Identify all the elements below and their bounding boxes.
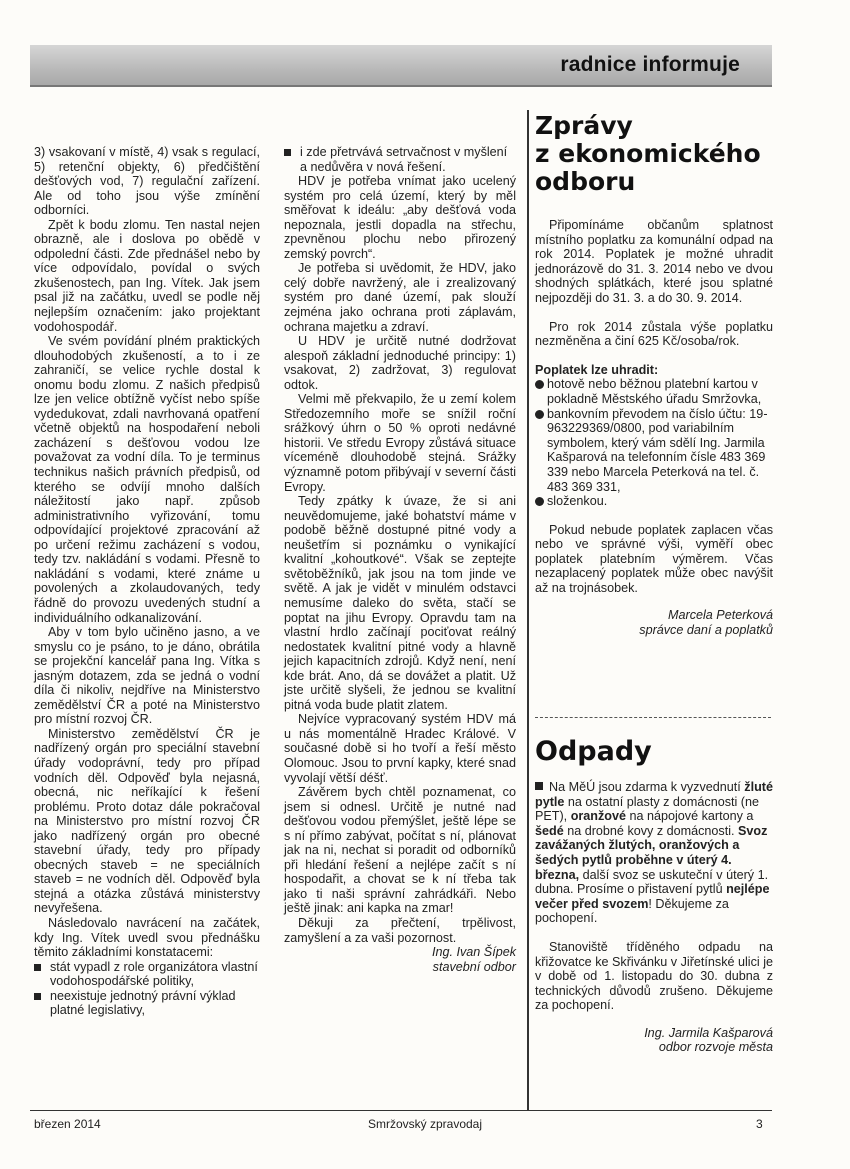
paragraph: Aby v tom bylo učiněno jasno, a ve smyslu co je psáno, to je dáno, obrátila se projekční kancelář pana Ing. Vítka s jasným dotazem, zda se jedná o vodní díla či nikoliv, nejdříve na Ministerstvo zemědělství ČR a poté na Ministerstvo pro místní rozvoj ČR. (34, 625, 260, 727)
author-role: správce daní a poplatků (639, 622, 773, 637)
paragraph: U HDV je určitě nutné dodržovat alespoň základní jednoduché principy: 1) vsakovat, 2) zadržovat, 3) regulovat odtok. (284, 334, 516, 392)
paragraph: Nejvíce vypracovaný systém HDV má u nás momentálně Hradec Králové. V současné době si ho tvoří a řeší město Olomouc. Jsou to první kapky, které snad vyvolají větší déšť. (284, 712, 516, 785)
section-title-zpravy: Zprávy z ekonomického odboru (535, 111, 761, 196)
bullet-list (284, 145, 516, 174)
paragraph: Je potřeba si uvědomit, že HDV, jako celý dobře navržený, ale i zrealizovaný systém pro dané území, pak slouží zejména jako ochrana proti záplavám, ochrana majetku a zdraví. (284, 261, 516, 334)
author-name: Ing. Jarmila Kašparová (644, 1025, 773, 1040)
paragraph: Tedy zpátky k úvaze, že si ani neuvědomujeme, jaké bohatství máme v podobě běžně dostupné pitné vody a neušetřím si poznámku o vynikající kvalitní „kohoutkové“. Však se zeptejte světoběžníků, jak jsou na tom jinde ve světě. A jak je vidět v minulém odstavci nemusíme daleko do světa, stačí se poptat na jihu Evropy. Opravdu tam na vlastní hrdlo začínají pociťovat reálný nedostatek kvalitní pitné vody a hlavně jejich kapacitních zdrojů. Když není, není kde brát. Ano, dá se dovážet a platit. Už jste určitě slyšeli, že jednou se kvalitní pitná voda bude platit zlatem. (284, 494, 516, 712)
footer-rule (30, 1110, 772, 1111)
square-bullet-icon (284, 149, 291, 156)
list-item: stát vypadl z role organizátora vlastní vodohospodářské politiky, (34, 960, 260, 989)
payment-list (535, 377, 773, 508)
paragraph: Zpět k bodu zlomu. Ten nastal nejen obrazně, ale i doslova po obědě v odpolední části. Zde přednášel nebo by více odpovídalo, povídal o svých zkušenostech, pan Ing. Vítek. Jak jsem psal již na začátku, uvedl se podle něj nejlepším označením: jako projektant vodohospodář. (34, 217, 260, 334)
paragraph: Závěrem bych chtěl poznamenat, co jsem si odnesl. Určitě je nutné nad dešťovou vodou přemýšlet, ještě lépe se s ní přímo zabývat, počítat s ní, plánovat jak na ni, nechat si poradit od odborníků při hledání řešení a nejlépe začít s ní hospodařit, a chovat se k ní třeba tak jako ti naši správní zahrádkáři. Nebo ještě jinak: ani kapka na zmar! (284, 785, 516, 916)
article-column-2 (284, 145, 516, 974)
square-bullet-icon (535, 782, 543, 790)
paragraph: Připomínáme občanům splatnost místního poplatku za komunální odpad na rok 2014. Poplatek je možné uhradit jednorázově do 31. 3. 2014 nebo ve dvou shodných splátkách, které jsou splatné nejpozději do 31. 3. a do 30. 9. 2014. (535, 218, 773, 305)
payment-heading: Poplatek lze uhradit: (535, 362, 659, 377)
list-item: neexistuje jednotný právní výklad platné legislativy, (34, 989, 260, 1018)
dot-bullet-icon (535, 380, 544, 389)
paragraph: Ministerstvo zemědělství ČR je nadřízený orgán pro speciální stavební úřady vodoprávní, tedy pro případ vodních děl. Odpověď byla nejasná, obecná, nic neříkající k řešení problému. Proto dotaz dále pokračoval na Ministerstvo pro místní rozvoj ČR jako nadřízený orgán pro obecné stavební úřady, tedy pro případy obecných staveb = ne speciálních staveb = ne vodních děl. Odpověď byla stejná a otázka zůstává ministerstvy nevyřešena. (34, 726, 260, 916)
zpravy-body (535, 218, 773, 637)
paragraph: Děkuji za přečtení, trpělivost, zamyšlení a za vaši pozornost. (284, 915, 516, 945)
paragraph: HDV je potřeba vnímat jako ucelený systém pro celá území, který by měl směřovat k ideálu: „aby dešťová voda nepoznala, jestli dopadla na střechu, zpevněnou plochu nebo přirozený zemský povrch“. (284, 174, 516, 261)
paragraph: Pokud nebude poplatek zaplacen včas nebo ve správné výši, vyměří obec poplatek platebním výměrem. Včas nezaplacený poplatek může obec navýšit až na trojnásobek. (535, 522, 773, 596)
square-bullet-icon (34, 993, 41, 1000)
footer-date: březen 2014 (34, 1117, 101, 1131)
list-item: bankovním převodem na číslo účtu: 19-963229369/0800, pod variabilním symbolem, který vám sdělí Ing. Jarmila Kašparová na telefonním čísle 483 369 339 nebo Marcela Peterková na tel. č. 483 369 331, (535, 407, 773, 495)
section-header-title: radnice informuje (560, 53, 740, 76)
author-name: Marcela Peterková (668, 608, 773, 623)
page-number: 3 (756, 1117, 763, 1131)
paragraph: Ve svém povídání plném praktických dlouhodobých zkušeností, a to i ze zahraničí, se velice rychle dostal k onomu bodu zlomu. Z našich předpisů lze jen velice obtížně vyčíst nebo spíše vydedukovat, zdali navrhovaná opatření včetně objektů na hospodaření neboli zacházení s dešťovou vodou lze považovat za vodní díla. To je terminus technikus našich právních předpisů, od kterého se odvíjí mnoho dalších náležitostí jako např. způsob administrativního vyřizování, tomu odpovídající projektové zpracování až po určení režimu zacházení s vodou, tedy tzv. nakládání s vodami. Přesně to nakládání s vodami, které známe u povolených a zkolaudovaných, tedy řádně do provozu uvedených studní a individuálního odkanalizování. (34, 334, 260, 625)
author-role: odbor rozvoje města (658, 1040, 773, 1055)
author-role: stavební odbor (432, 959, 516, 974)
section-header-bar (30, 45, 772, 87)
column-divider (527, 110, 529, 1110)
odpady-notice: Na MěÚ jsou zdarma k vyzvednutí žluté pytle na ostatní plasty z domácnosti (ne PET), oranžové na nápojové kartony a šedé na drobné kovy z domácnosti. Svoz zavážaných žlutých, oranžových a šedých pytlů proběhne v úterý 4. března, další svoz se uskuteční v úterý 1. dubna. Prosíme o přistavení pytlů nejlépe večer před svozem! Děkujeme za pochopení. (535, 780, 773, 926)
paragraph: Následovalo navrácení na začátek, kdy Ing. Vítek uvedl svou přednášku těmito základními konstatacemi: (34, 915, 260, 960)
paragraph: Pro rok 2014 zůstala výše poplatku nezměněna a činí 625 Kč/osoba/rok. (535, 319, 773, 349)
list-item: složenkou. (535, 494, 773, 509)
dot-bullet-icon (535, 497, 544, 506)
odpady-section (535, 738, 773, 1055)
section-title-odpady: Odpady (535, 736, 652, 767)
paragraph: Velmi mě překvapilo, že u zemí kolem Středozemního moře se snížil roční srážkový úhrn o 50 % oproti nedávné historii. Ve středu Evropy zůstává situace víceméně dlouhodobě stejná. Srážky významně potom přibývají v severní části Evropy. (284, 392, 516, 494)
square-bullet-icon (34, 964, 41, 971)
sidebar-column (535, 112, 773, 637)
dot-bullet-icon (535, 410, 544, 419)
list-item: i zde přetrvává setrvačnost v myšlení a nedůvěra v nová řešení. (284, 145, 516, 174)
bullet-list (34, 960, 260, 1018)
article-column-1 (34, 145, 260, 1018)
paragraph: Stanoviště tříděného odpadu na křižovatce ke Skřivánku v Jiřetínské ulici je v době od 1. listopadu do 30. dubna z technických důvodů zrušeno. Děkujeme za pochopení. (535, 939, 773, 1013)
footer-publication: Smržovský zpravodaj (367, 1117, 483, 1131)
section-divider (535, 717, 771, 718)
paragraph: 3) vsakovaní v místě, 4) vsak s regulací, 5) retenční objekty, 6) předčištění dešťových vod, 7) regulační zařízení. Ale od toho jsou výše zmínění odborníci. (34, 145, 260, 218)
list-item: hotově nebo běžnou platební kartou v pokladně Městského úřadu Smržovka, (535, 377, 773, 406)
author-name: Ing. Ivan Šípek (431, 945, 516, 960)
